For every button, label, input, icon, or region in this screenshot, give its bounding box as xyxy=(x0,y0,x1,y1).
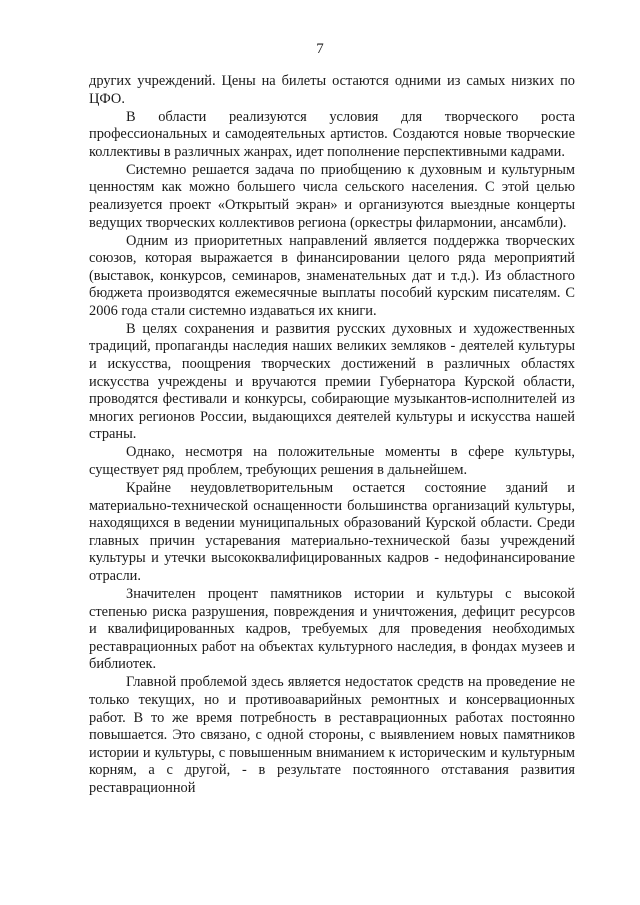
page-number: 7 xyxy=(316,41,324,57)
paragraph-monuments: Значителен процент памятников истории и культуры с высокой степенью риска разрушения, повреждения и уничтожения, дефицит ресурсов и квалифицированных кадров, требуемых для проведения необходимых реставрационных работ на объектах культурного наследия, в фондах музеев и библиотек. xyxy=(89,585,575,673)
body-text xyxy=(89,73,575,798)
paragraph-continuation: других учреждений. Цены на билеты остаются одними из самых низких по ЦФО. xyxy=(89,73,575,107)
paragraph-buildings: Крайне неудовлетворительным остается состояние зданий и материально-технической оснащенности большинства организаций культуры, находящихся в ведении муниципальных образований Курской области. Среди главных причин устаревания материально-технической базы учреждений культуры и утечки высококвалифицированных кадров - недофинансирование отрасли. xyxy=(89,480,575,584)
paragraph-problems: Однако, несмотря на положительные моменты в сфере культуры, существует ряд проблем, требующих решения в дальнейшем. xyxy=(89,444,575,479)
paragraph-funding: Главной проблемой здесь является недостаток средств на проведение не только текущих, но и противоаварийных ремонтных и консервационных работ. В то же время потребность в реставрационных работах постоянно повышается. Это связано, с одной стороны, с выявлением новых памятников истории и культуры, с повышенным вниманием к историческим и культурным корням, а с другой, - в результате постоянного отставания развития реставрационной xyxy=(89,674,575,796)
paragraph-creative-growth: В области реализуются условия для творческого роста профессиональных и самодеятельных артистов. Создаются новые творческие коллективы в различных жанрах, идет пополнение перспективными кадрами. xyxy=(89,108,575,160)
paragraph-rural-population: Системно решается задача по приобщению к духовным и культурным ценностям как можно большего числа сельского населения. С этой целью реализуется проект «Открытый экран» и организуются выездные концерты ведущих творческих коллективов региона (оркестры филармонии, ансамбли). xyxy=(89,161,575,231)
paragraph-traditions: В целях сохранения и развития русских духовных и художественных традиций, пропаганды наследия наших великих земляков - деятелей культуры и искусства, поощрения творческих достижений в различных областях искусства учреждены и вручаются премии Губернатора Курской области, проводятся фестивали и конкурсы, собирающие музыкантов-исполнителей из многих регионов России, выдающихся деятелей культуры и искусства нашей страны. xyxy=(89,320,575,443)
paragraph-creative-unions: Одним из приоритетных направлений является поддержка творческих союзов, которая выражается в финансировании целого ряда мероприятий (выставок, конкурсов, семинаров, знаменательных дат и т.д.). Из областного бюджета производятся ежемесячные выплаты пособий курским писателям. С 2006 года стали системно издаваться их книги. xyxy=(89,232,575,319)
